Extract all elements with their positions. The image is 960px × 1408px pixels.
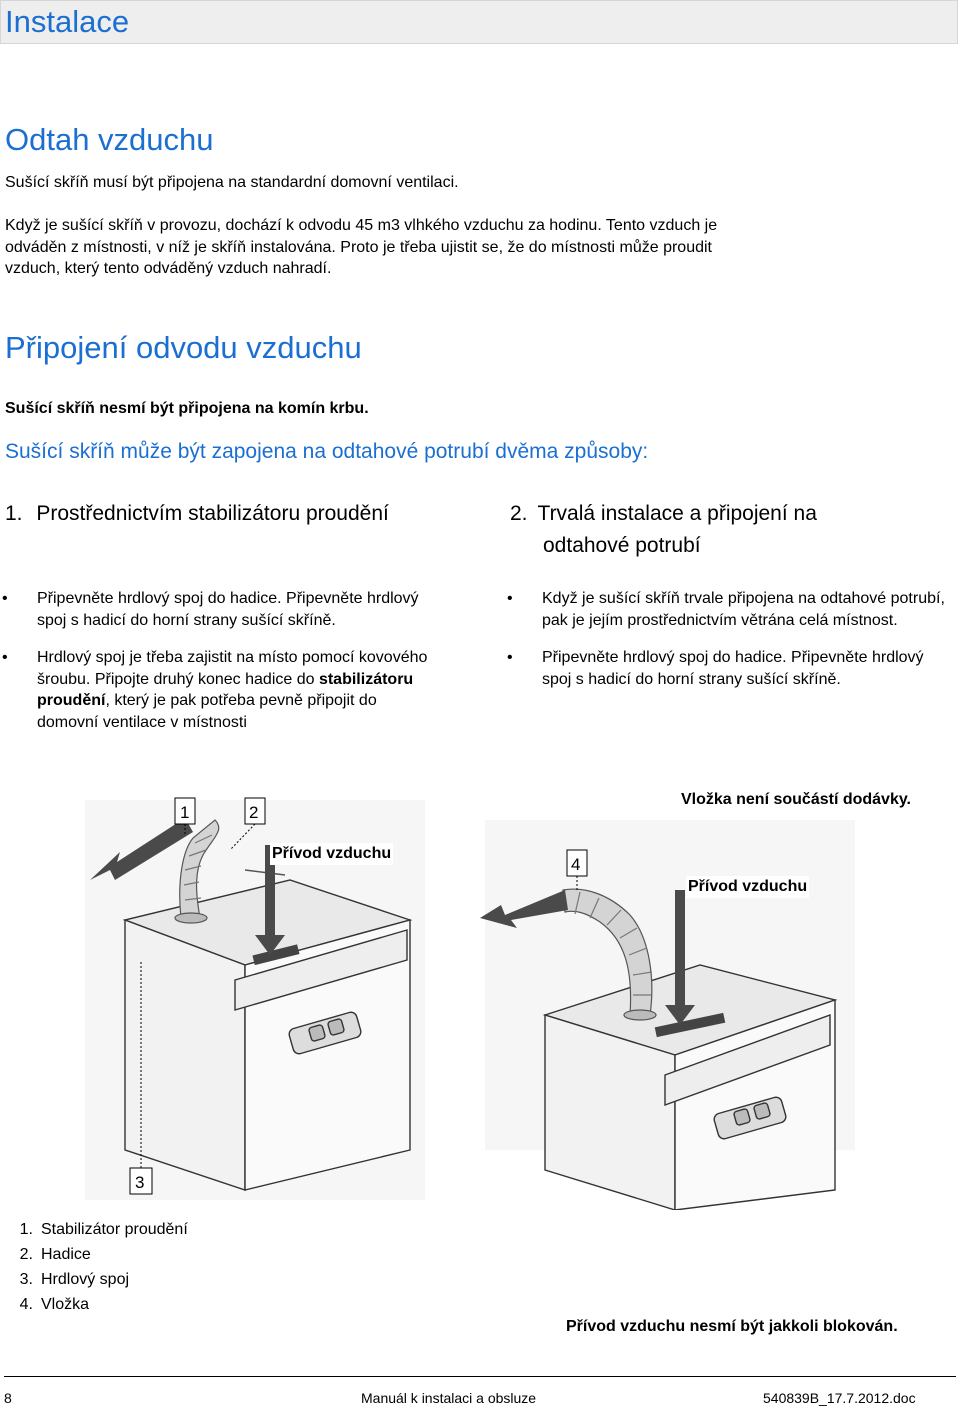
- option-1-bullet-2-pre: Hrdlový spoj je třeba zajistit na místo pomocí kovového šroubu. Připojte druhý konec hadice do: [37, 649, 428, 688]
- option-2-number: 2.: [510, 502, 528, 525]
- option-2-title-line-1: Trvalá instalace a připojení na: [537, 502, 817, 525]
- legend-item: 2. Hadice: [19, 1246, 91, 1263]
- option-1-bullet-2-bold: stabilizátoru proudění: [37, 670, 414, 709]
- footer-manual-title: Manuál k instalaci a obsluze: [361, 1390, 537, 1406]
- callout-4-label: 4: [571, 855, 581, 874]
- footer-page-number: 8: [4, 1390, 12, 1406]
- option-2-bullet-2: • Připevněte hrdlový spoj do hadice. Připevněte hrdlový spoj s hadicí do horní strany sušící skříně.: [505, 647, 945, 690]
- air-exhaust-paragraph-1: Sušící skříň musí být připojena na standardní domovní ventilaci.: [5, 174, 459, 191]
- cabinet-right: [545, 965, 835, 1210]
- callout-1-label: 1: [180, 803, 190, 822]
- option-1-number: 1.: [5, 502, 23, 525]
- page-header-title: Instalace: [5, 4, 130, 39]
- air-intake-label-right: Přívod vzduchu: [686, 876, 809, 898]
- legend-item: 1. Stabilizátor proudění: [19, 1221, 188, 1238]
- air-exhaust-paragraph-2-line-1: Když je sušící skříň v provozu, dochází k odvodu 45 m3 vlhkého vzduchu za hodinu. Tento vzduch je: [5, 217, 718, 234]
- option-1-title: Prostřednictvím stabilizátoru proudění: [36, 502, 389, 525]
- air-exhaust-paragraph-2-line-3: vzduch, který tento odváděný vzduch nahradí.: [5, 260, 332, 277]
- chimney-warning: Sušící skříň nesmí být připojena na komín krbu.: [5, 400, 369, 417]
- section-title-air-exhaust: Odtah vzduchu: [5, 122, 214, 157]
- section-title-connection: Připojení odvodu vzduchu: [5, 330, 362, 365]
- callout-2-label: 2: [249, 803, 259, 822]
- insert-not-included-note: Vložka není součástí dodávky.: [681, 791, 911, 808]
- option-1-heading: [5, 498, 475, 530]
- option-2-title-line-2: odtahové potrubí: [543, 534, 701, 557]
- legend-item: 3. Hrdlový spoj: [19, 1271, 130, 1288]
- option-1-bullet-1: • Připevněte hrdlový spoj do hadice. Připevněte hrdlový spoj s hadicí do horní strany sušící skříně.: [0, 588, 430, 631]
- option-1-bullet-2-post: , který je pak potřeba pevně připojit do domovní ventilace v místnosti: [37, 692, 377, 731]
- page-header: [0, 0, 958, 44]
- legend-item: 4. Vložka: [19, 1296, 90, 1313]
- air-intake-label-left: Přívod vzduchu: [270, 843, 393, 865]
- option-2-bullets: [505, 588, 945, 706]
- air-exhaust-paragraph-2: [5, 215, 955, 280]
- figure-legend: [0, 1217, 188, 1317]
- option-1-bullets: [0, 588, 430, 749]
- air-intake-warning: Přívod vzduchu nesmí být jakkoli blokován.: [566, 1318, 898, 1335]
- callout-3-label: 3: [135, 1173, 145, 1192]
- option-1-bullet-2: [0, 647, 430, 733]
- air-exhaust-paragraph-2-line-2: odváděn z místnosti, v níž je skříň instalována. Proto je třeba ujistit se, že do místnosti může proudit: [5, 238, 712, 256]
- installation-illustration: [85, 790, 855, 1210]
- connection-methods-subtitle: Sušící skříň může být zapojena na odtahové potrubí dvěma způsoby:: [5, 440, 649, 463]
- footer-rule: [4, 1376, 956, 1377]
- option-2-heading: [510, 498, 950, 562]
- footer-document-name: 540839B_17.7.2012.doc: [763, 1390, 916, 1406]
- option-2-bullet-1: • Když je sušící skříň trvale připojena na odtahové potrubí, pak je jejím prostřednictvím větrána celá místnost.: [505, 588, 945, 631]
